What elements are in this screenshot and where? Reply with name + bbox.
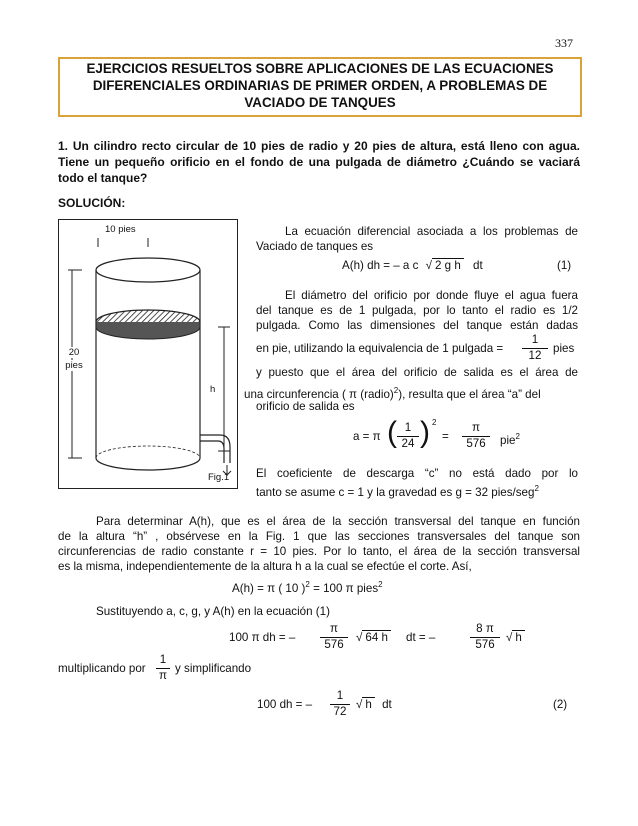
eq2-frac-num: 1 [336, 689, 344, 702]
cylinder-bottom [96, 458, 200, 470]
frac-1-12 [522, 333, 548, 363]
sub-frac-2-num: 8 π [476, 622, 494, 635]
a-frac-2 [462, 421, 490, 451]
area-eq-part-1: A(h) = π ( 10 ) [232, 581, 306, 595]
sub-frac-2 [470, 622, 500, 652]
a-unit-text: pie [500, 433, 516, 447]
mult-text-a: multiplicando por [58, 662, 146, 675]
eq2-frac-den: 72 [330, 704, 350, 720]
area-eq-sup-2: 2 [378, 580, 383, 589]
a-paren-right: ) [420, 416, 430, 449]
mult-frac-num: 1 [159, 653, 167, 666]
sub-eq-left: 100 π dh = – [229, 631, 296, 644]
problem-line-3: todo el tanque? [58, 171, 148, 185]
p3-line-2 [256, 482, 539, 500]
title-line-1: EJERCICIOS RESUELTOS SOBRE APLICACIONES DE LAS ECUACIONES [86, 61, 554, 76]
solution-label: SOLUCIÓN: [58, 196, 126, 210]
eq1-right: dt [473, 259, 483, 272]
p4-line-3: circunferencias de radio constante r = 10 pies. Por lo tanto, el área de la sección transversal [58, 545, 580, 558]
frac-1-12-num: 1 [531, 333, 539, 346]
a-frac-1-den: 24 [397, 436, 419, 452]
sub-eq-mid: dt = – [406, 631, 436, 644]
p3-line-2-text: tanto se asume c = 1 y la gravedad es g = 32 pies/seg [256, 485, 535, 499]
sub-frac-1-den: 576 [320, 637, 348, 653]
cylinder-figure [58, 219, 238, 489]
eq2-frac [330, 689, 350, 719]
frac-1-12-den: 12 [522, 348, 548, 364]
title-line-2: DIFERENCIALES ORDINARIAS DE PRIMER ORDEN, A PROBLEMAS DE [92, 78, 548, 93]
problem-line-2: Tiene un pequeño orificio en el fondo de una pulgada de diámetro ¿Cuándo se vaciará [58, 155, 580, 169]
figure-h-label: h [210, 384, 216, 395]
a-frac-2-num: π [472, 421, 480, 434]
page-number: 337 [555, 36, 573, 50]
a-paren-left: ( [387, 416, 397, 449]
p2-line-1: El diámetro del orificio por donde fluye el agua fuera [285, 289, 578, 302]
title-line-3: VACIADO DE TANQUES [244, 95, 396, 110]
equation-1: A(h) dh = – a c √ 2 g h dt [342, 259, 483, 272]
p2-line-7: orificio de salida es [256, 400, 355, 413]
figure-height-label-1: 20 [64, 347, 84, 358]
eq2-number: (2) [553, 698, 568, 711]
eq1-left: A(h) dh = – a c [342, 259, 419, 272]
sub-frac-1 [320, 622, 348, 652]
eq2-rad: √ h dt [356, 698, 392, 711]
p2-line-4: en pie, utilizando la equivalencia de 1 pulgada = [256, 342, 504, 355]
figure-height-label-2: pies [62, 360, 86, 371]
a-frac-1 [397, 421, 419, 451]
p3-line-1: El coeficiente de descarga “c” no está dado por lo [256, 467, 578, 480]
area-eq-part-2: = 100 π pies [309, 581, 379, 595]
p1-line-2: Vaciado de tanques es [256, 240, 374, 253]
figure-caption: Fig.1 [208, 472, 230, 483]
cylinder-top [96, 258, 200, 282]
sub-frac-1-num: π [330, 622, 338, 635]
a-frac-1-num: 1 [404, 421, 412, 434]
p2-line-2: del tanque es de 1 pulgada, por lo tanto el radio es 1/2 [256, 304, 578, 317]
problem-line-1: 1. Un cilindro recto circular de 10 pies de radio y 20 pies de altura, está lleno con agua. [58, 139, 580, 153]
a-sup: 2 [432, 418, 437, 427]
p2-line-6-a: una circunferencia ( π (radio) [244, 387, 394, 401]
p4-line-1: Para determinar A(h), que es el área de la sección transversal del tanque en función [96, 515, 580, 528]
eq2-left: 100 dh = – [257, 698, 313, 711]
a-eq-mid: = [442, 430, 449, 443]
p2-line-5: y puesto que el área del orificio de salida es el área de [256, 366, 578, 379]
a-unit [500, 430, 520, 448]
sub-eq-rad: √ 64 h [356, 631, 391, 646]
p1-line-1: La ecuación diferencial asociada a los problemas de [285, 225, 578, 238]
outflow-pipe [200, 435, 230, 463]
sub-frac-2-den: 576 [470, 637, 500, 653]
mult-frac [156, 653, 170, 683]
equation-1-number: (1) [557, 259, 572, 272]
mult-text-b: y simplificando [175, 662, 252, 675]
sub-eq-radicand: 64 h [362, 630, 391, 644]
p2-line-6-b: ), resulta que el área “a” del [398, 387, 541, 401]
p4-line-2: de la altura “h” , obsérvese en la Fig. 1 que las secciones transversales del tanque son [58, 530, 580, 543]
a-eq-left: a = π [353, 430, 381, 443]
area-equation [232, 578, 383, 596]
sub-eq-rad-2: √ h [506, 631, 525, 646]
area-eq-sup-1: 2 [305, 580, 310, 589]
figure-radius-label: 10 pies [105, 224, 136, 235]
a-unit-sup: 2 [515, 432, 520, 441]
p2-line-6-sup: 2 [393, 386, 399, 395]
p2-line-4-end: pies [553, 342, 575, 355]
p5: Sustituyendo a, c, g, y A(h) en la ecuación (1) [96, 605, 330, 618]
p4-line-4: es la misma, independientemente de la altura h a la cual se efectúe el corte. Así, [58, 560, 472, 573]
a-frac-2-den: 576 [462, 436, 490, 452]
p2-line-3: pulgada. Como las dimensiones del tanque están dadas [256, 319, 578, 332]
eq2-right: dt [382, 698, 392, 711]
p3-line-2-sup: 2 [534, 484, 539, 493]
sub-eq-radicand-2: h [512, 630, 524, 644]
eq1-radicand: 2 g h [432, 258, 464, 272]
mult-frac-den: π [156, 668, 170, 684]
eq2-radicand: h [362, 697, 374, 711]
